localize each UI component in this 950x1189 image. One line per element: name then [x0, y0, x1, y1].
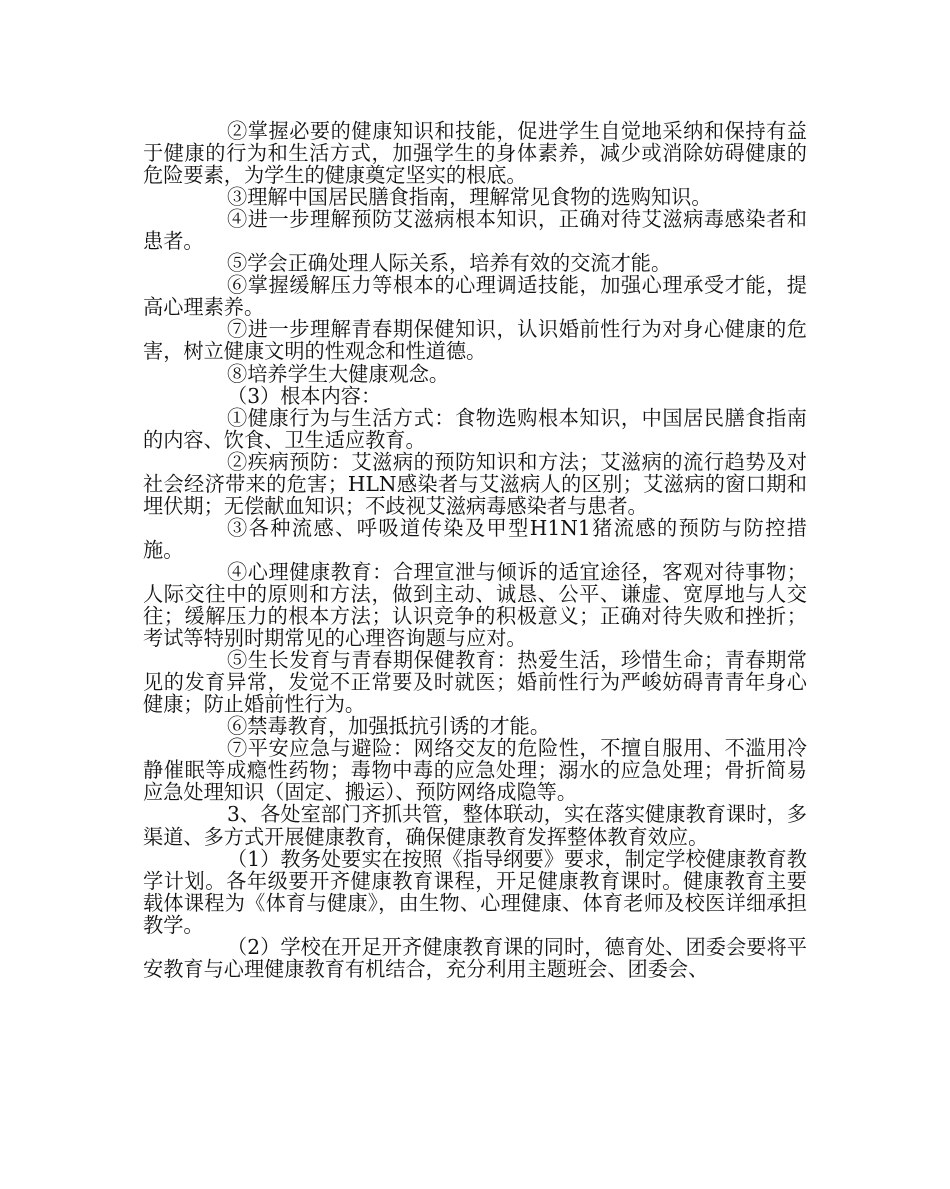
paragraph-goal-2: ②掌握必要的健康知识和技能，促进学生自觉地采纳和保持有益于健康的行为和生活方式，加强学生的身体素养，减少或消除妨碍健康的危险要素，为学生的健康奠定坚实的根底。	[143, 119, 807, 188]
paragraph-goal-6: ⑥掌握缓解压力等根本的心理调适技能，加强心理承受才能，提高心理素养。	[143, 273, 807, 320]
paragraph-goal-7: ⑦进一步理解青春期保健知识，认识婚前性行为对身心健康的危害，树立健康文明的性观念和性道德。	[143, 317, 807, 364]
paragraph-content-5: ⑤生长发育与青春期保健教育：热爱生活，珍惜生命；青春期常见的发育异常，发觉不正常要及时就医；婚前性行为严峻妨碍青青年身心健康；防止婚前性行为。	[143, 648, 807, 717]
section-heading-content: （3）根本内容：	[227, 383, 382, 408]
paragraph-goal-5: ⑤学会正确处理人际关系，培养有效的交流才能。	[227, 251, 672, 276]
document-body	[143, 120, 807, 980]
paragraph-section-3: 3、各处室部门齐抓共管，整体联动，实在落实健康教育课时，多渠道、多方式开展健康教育，确保健康教育发挥整体教育效应。	[143, 802, 807, 849]
paragraph-content-1: ①健康行为与生活方式：食物选购根本知识，中国居民膳食指南的内容、饮食、卫生适应教育。	[143, 405, 807, 452]
paragraph-goal-3: ③理解中国居民膳食指南，理解常见食物的选购知识。	[227, 185, 712, 210]
paragraph-content-7: ⑦平安应急与避险：网络交友的危险性，不擅自服用、不滥用冷静催眠等成瘾性药物；毒物中毒的应急处理；溺水的应急处理；骨折简易应急处理知识（固定、搬运）、预防网络成隐等。	[143, 736, 807, 805]
paragraph-section-3-1: （1）教务处要实在按照《指导纲要》要求，制定学校健康教育教学计划。各年级要开齐健康教育课程，开足健康教育课时。健康教育主要载体课程为《体育与健康》，由生物、心理健康、体育老师及校医详细承担教学。	[143, 846, 807, 937]
paragraph-goal-8: ⑧培养学生大健康观念。	[227, 361, 450, 386]
paragraph-section-3-2: （2）学校在开足开齐健康教育课的同时，德育处、团委会要将平安教育与心理健康教育有机结合，充分利用主题班会、团委会、	[143, 934, 807, 981]
paragraph-content-6: ⑥禁毒教育，加强抵抗引诱的才能。	[227, 714, 551, 739]
paragraph-goal-4: ④进一步理解预防艾滋病根本知识，正确对待艾滋病毒感染者和患者。	[143, 207, 807, 254]
paragraph-content-3: ③各种流感、呼吸道传染及甲型H1N1猪流感的预防与防控措施。	[143, 515, 807, 562]
paragraph-content-2: ②疾病预防：艾滋病的预防知识和方法；艾滋病的流行趋势及对社会经济带来的危害；HLN感染者与艾滋病人的区别；艾滋病的窗口期和埋伏期；无偿献血知识；不歧视艾滋病毒感染者与患者。	[143, 449, 807, 518]
paragraph-content-4: ④心理健康教育：合理宣泄与倾诉的适宜途径，客观对待事物；人际交往中的原则和方法，做到主动、诚恳、公平、谦虚、宽厚地与人交往；缓解压力的根本方法；认识竞争的积极意义；正确对待失败和挫折；考试等特别时期常见的心理咨询题与应对。	[143, 559, 807, 651]
